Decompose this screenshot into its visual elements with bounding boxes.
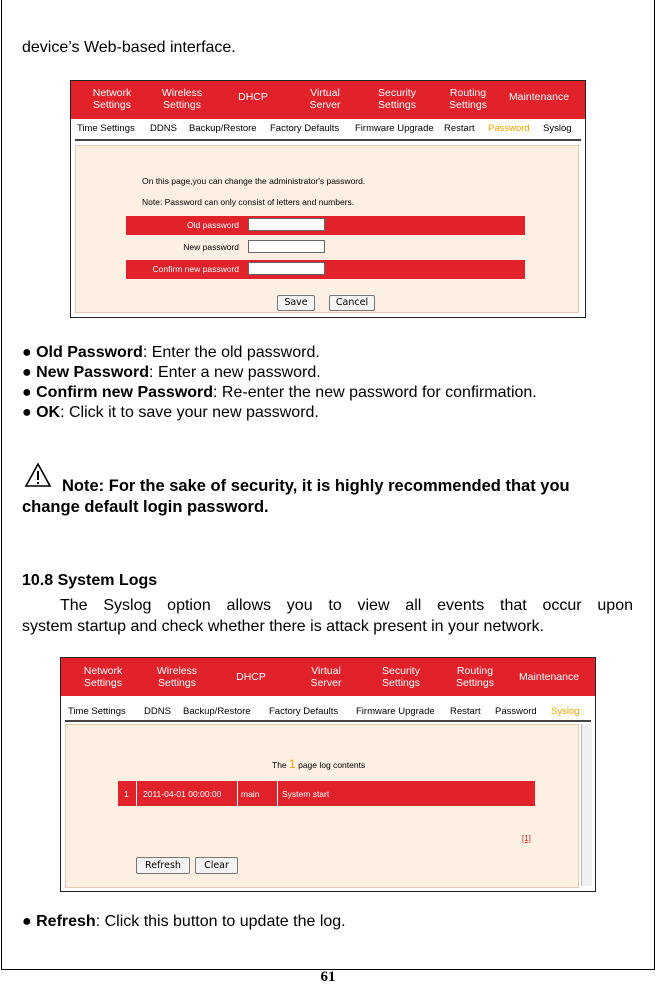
log-col-sep (136, 781, 137, 806)
page-link[interactable]: [1] (522, 834, 531, 843)
subnav-firmware-upgrade[interactable]: Firmware Upgrade (356, 706, 435, 717)
subnav-factory-defaults[interactable]: Factory Defaults (269, 706, 339, 717)
main-nav (71, 81, 585, 119)
nav-virtual-server[interactable]: Virtual Server (310, 665, 342, 689)
subnav-time-settings[interactable]: Time Settings (68, 706, 126, 717)
subnav-syslog[interactable]: Syslog (551, 706, 580, 717)
confirm-password-input[interactable] (248, 262, 325, 275)
nav-routing-settings[interactable]: Routing Settings (449, 87, 487, 111)
bullet-old-password: ● Old Password: Enter the old password. (22, 344, 320, 361)
password-info-message: On this page,you can change the administrator's password. (142, 176, 366, 186)
nav-network-settings[interactable]: Network Settings (92, 87, 132, 111)
bullet-new-password: ● New Password: Enter a new password. (22, 364, 321, 381)
clear-button[interactable]: Clear (195, 857, 238, 874)
page-number: 61 (320, 969, 336, 985)
nav-wireless-settings[interactable]: Wireless Settings (156, 665, 198, 689)
save-button[interactable]: Save (277, 295, 315, 311)
subnav-divider (75, 139, 581, 141)
nav-dhcp[interactable]: DHCP (238, 91, 268, 103)
password-panel (75, 145, 579, 313)
log-message: System start (282, 789, 330, 799)
nav-security-settings[interactable]: Security Settings (378, 87, 416, 111)
nav-dhcp[interactable]: DHCP (236, 671, 266, 683)
nav-security-settings[interactable]: Security Settings (382, 665, 420, 689)
subnav-restart[interactable]: Restart (444, 123, 475, 134)
nav-virtual-server[interactable]: Virtual Server (309, 87, 341, 111)
subnav-ddns[interactable]: DDNS (144, 706, 171, 717)
log-page-number: 1 (289, 757, 296, 771)
subnav-syslog[interactable]: Syslog (543, 123, 572, 134)
log-type: main (241, 789, 260, 799)
subnav-firmware-upgrade[interactable]: Firmware Upgrade (355, 123, 434, 134)
subnav-backup-restore[interactable]: Backup/Restore (183, 706, 251, 717)
main-nav (61, 658, 595, 696)
bullet-refresh: ● Refresh: Click this button to update the log. (22, 913, 346, 930)
log-index: 1 (124, 789, 129, 799)
new-password-input[interactable] (248, 240, 325, 253)
log-col-sep (277, 781, 278, 806)
syslog-screenshot (60, 657, 596, 892)
warning-icon (24, 462, 52, 488)
bullet-ok: ● OK: Click it to save your new password. (22, 404, 319, 421)
subnav-password[interactable]: Password (488, 123, 530, 134)
security-note-line2: change default login password. (22, 498, 269, 516)
subnav-restart[interactable]: Restart (450, 706, 481, 717)
section-paragraph-line2: system startup and check whether there is attack present in your network. (22, 618, 545, 635)
section-paragraph-line1: The Syslog option allows you to view all events that occur upon (60, 597, 633, 614)
intro-text: device’s Web-based interface. (22, 39, 236, 56)
nav-network-settings[interactable]: Network Settings (83, 665, 123, 689)
nav-routing-settings[interactable]: Routing Settings (456, 665, 494, 689)
subnav-ddns[interactable]: DDNS (150, 123, 177, 134)
old-password-input[interactable] (248, 218, 325, 231)
nav-maintenance[interactable]: Maintenance (518, 671, 580, 683)
password-screenshot (70, 80, 586, 318)
log-col-sep (237, 781, 238, 806)
subnav-backup-restore[interactable]: Backup/Restore (189, 123, 257, 134)
log-title: The 1 page log contents (272, 757, 366, 771)
subnav-password[interactable]: Password (495, 706, 537, 717)
old-password-label: Old password (187, 220, 239, 230)
security-note-line1: Note: For the sake of security, it is highly recommended that you (62, 477, 570, 495)
scrollbar[interactable] (581, 724, 592, 886)
log-time: 2011-04-01 00:00:00 (143, 789, 222, 799)
nav-maintenance[interactable]: Maintenance (508, 91, 570, 103)
bullet-confirm-password: ● Confirm new Password: Re-enter the new password for confirmation. (22, 384, 537, 401)
sub-nav (71, 123, 585, 139)
subnav-time-settings[interactable]: Time Settings (77, 123, 135, 134)
confirm-password-label: Confirm new password (152, 264, 239, 274)
nav-wireless-settings[interactable]: Wireless Settings (161, 87, 203, 111)
subnav-factory-defaults[interactable]: Factory Defaults (270, 123, 340, 134)
subnav-divider (65, 720, 591, 722)
new-password-label: New password (183, 242, 239, 252)
section-title: 10.8 System Logs (22, 572, 158, 589)
cancel-button[interactable]: Cancel (329, 295, 375, 311)
password-note-message: Note: Password can only consist of letters and numbers. (142, 197, 355, 207)
syslog-panel (65, 724, 579, 888)
refresh-button[interactable]: Refresh (136, 857, 190, 874)
